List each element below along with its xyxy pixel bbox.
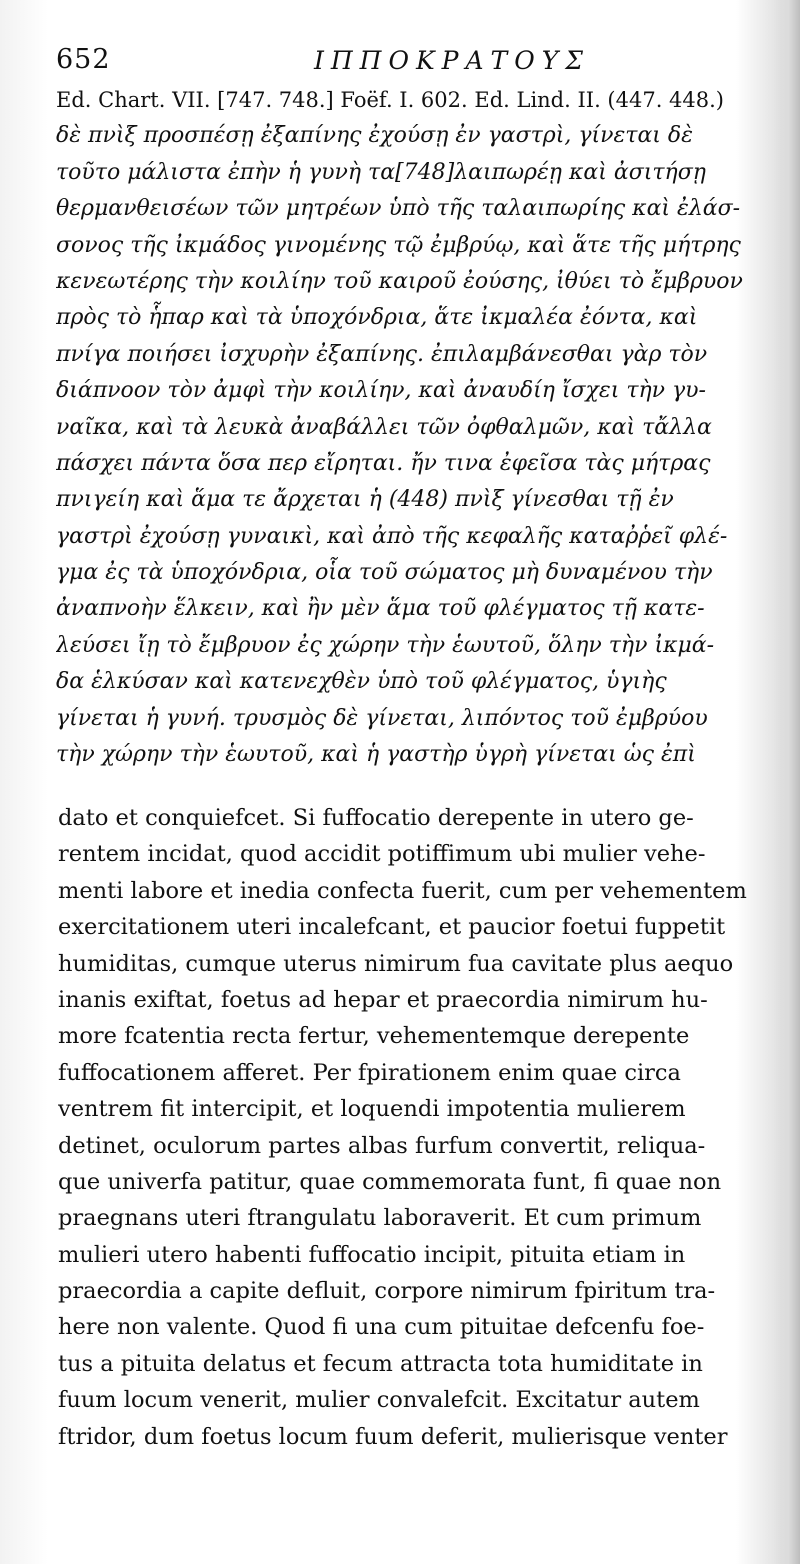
page-number: 652 [56, 44, 111, 75]
greek-line: γαστρὶ ἐχούσῃ γυναικὶ, καὶ ἀπὸ τῆς κεφαλῆς καταῤῥεῖ φλέ- [56, 523, 728, 549]
latin-line: dato et conquiefcet. Si fuffocatio derepente in utero ge- [58, 805, 694, 831]
latin-line: more fcatentia recta fertur, vehementemque derepente [58, 1023, 690, 1050]
greek-line: δὲ πνὶξ προσπέσῃ ἐξαπίνης ἐχούσῃ ἐν γαστρὶ, γίνεται δὲ [56, 123, 693, 149]
greek-line: κενεωτέρης τὴν κοιλίην τοῦ καιροῦ ἐούσης, ἰθύει τὸ ἔμβρυον [56, 268, 743, 294]
greek-line: θερμανθεισέων τῶν μητρέων ὑπὸ τῆς ταλαιπωρίης καὶ ἐλάσ- [56, 196, 741, 222]
greek-line: σονος τῆς ἰκμάδος γινομένης τῷ ἐμβρύῳ, καὶ ἅτε τῆς μήτρης [56, 232, 741, 258]
latin-line: mulieri utero habenti fuffocatio incipit, pituita etiam in [58, 1241, 686, 1268]
greek-line: πάσχει πάντα ὅσα περ εἴρηται. ἤν τινα ἐφεῖσα τὰς μήτρας [56, 450, 711, 476]
greek-line: πρὸς τὸ ἧπαρ καὶ τὰ ὑποχόνδρια, ἅτε ἰκμαλέα ἐόντα, καὶ [56, 305, 698, 331]
latin-line: menti labore et inedia confecta fuerit, cum per vehementem [58, 877, 747, 904]
page-header [56, 44, 760, 78]
greek-line: ἀναπνοὴν ἕλκειν, καὶ ἢν μὲν ἅμα τοῦ φλέγματος τῇ κατε- [56, 596, 705, 622]
latin-line: ventrem fit intercipit, et loquendi impotentia mulierem [58, 1096, 686, 1123]
latin-line: praegnans uteri ftrangulatu laboraverit. Et cum primum [58, 1205, 702, 1232]
latin-line: rentem incidat, quod accidit potiffimum ubi mulier vehe- [58, 841, 706, 868]
latin-line: ftridor, dum foetus locum fuum deferit, mulierisque venter [58, 1423, 728, 1450]
latin-line: que univerfa patitur, quae commemorata funt, fi quae non [58, 1168, 722, 1195]
greek-line: διάπνοον τὸν ἀμφὶ τὴν κοιλίην, καὶ ἀναυδίη ἴσχει τὴν γυ- [56, 378, 706, 404]
latin-line: here non valente. Quod fi una cum pituitae defcenfu foe- [58, 1314, 705, 1341]
greek-line: πνιγείη καὶ ἅμα τε ἄρχεται ἡ (448) πνὶξ γίνεσθαι τῇ ἐν [56, 487, 674, 513]
greek-line: γμα ἐς τὰ ὑποχόνδρια, οἷα τοῦ σώματος μὴ δυναμένου τὴν [56, 560, 713, 586]
running-title: ΙΠΠΟΚΡΑΤΟΥΣ [314, 46, 590, 75]
latin-translation-block [58, 800, 772, 1455]
latin-line: fuum locum venerit, mulier convalefcit. Excitatur autem [58, 1387, 700, 1414]
greek-line: τὴν χώρην τὴν ἑωυτοῦ, καὶ ἡ γαστὴρ ὑγρὴ γίνεται ὡς ἐπὶ [56, 742, 696, 768]
greek-line: γίνεται ἡ γυνή. τρυσμὸς δὲ γίνεται, λιπόντος τοῦ ἐμβρύου [56, 705, 708, 731]
latin-line: tus a pituita delatus et fecum attracta tota humiditate in [58, 1350, 703, 1377]
latin-line: exercitationem uteri incalefcant, et paucior foetui fuppetit [58, 914, 726, 941]
greek-line: λεύσει ἴῃ τὸ ἔμβρυον ἐς χώρην τὴν ἑωυτοῦ, ὅλην τὴν ἰκμά- [56, 632, 715, 658]
latin-line: humiditas, cumque uterus nimirum fua cavitate plus aequo [58, 950, 734, 977]
greek-text-block [56, 82, 770, 773]
greek-line: τοῦτο μάλιστα ἐπὴν ἡ γυνὴ τα[748]λαιπωρέῃ καὶ ἀσιτήσῃ [56, 159, 706, 185]
latin-line: praecordia a capite defluit, corpore nimirum fpiritum tra- [58, 1278, 716, 1305]
greek-line: ναῖκα, καὶ τὰ λευκὰ ἀναβάλλει τῶν ὀφθαλμῶν, καὶ τἄλλα [56, 414, 712, 440]
latin-line: fuffocationem afferet. Per fpirationem enim quae circa [58, 1059, 681, 1086]
latin-line: detinet, oculorum partes albas furfum convertit, reliqua- [58, 1132, 706, 1159]
edition-reference-line: Ed. Chart. VII. [747. 748.] Foëf. I. 602. Ed. Lind. II. (447. 448.) [56, 88, 724, 112]
latin-line: inanis exiftat, foetus ad hepar et praecordia nimirum hu- [58, 986, 708, 1013]
greek-line: πνίγα ποιήσει ἰσχυρὴν ἐξαπίνης. ἐπιλαμβάνεσθαι γὰρ τὸν [56, 341, 708, 367]
greek-line: δα ἑλκύσαν καὶ κατενεχθὲν ὑπὸ τοῦ φλέγματος, ὑγιὴς [56, 669, 667, 695]
page-edge-shadow [774, 0, 800, 1564]
